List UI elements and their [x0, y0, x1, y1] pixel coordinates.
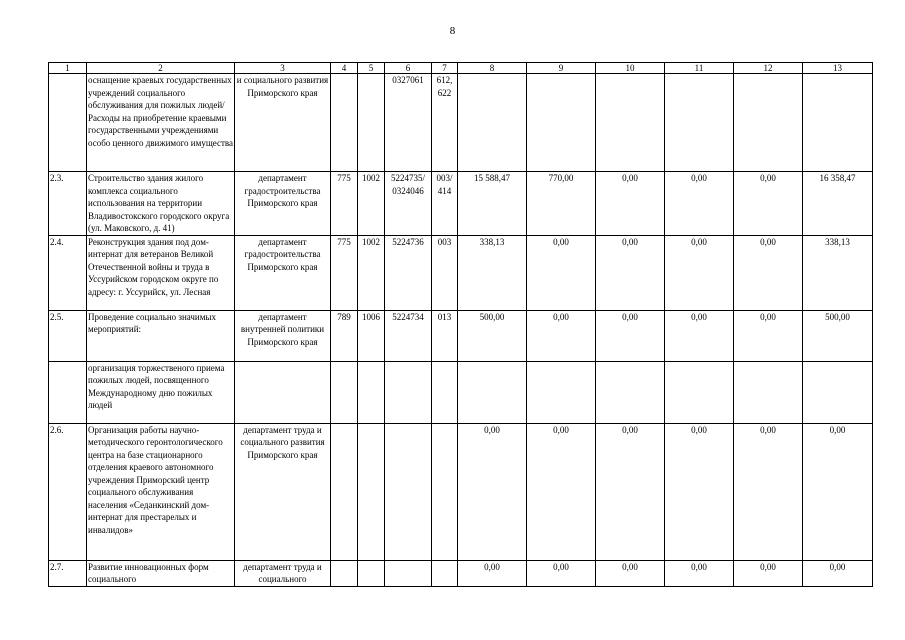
column-header: 7 [432, 63, 458, 74]
cell-col11: 0,00 [665, 560, 734, 586]
cell-col12: 0,00 [734, 423, 803, 560]
table-row [49, 423, 873, 560]
cell-col10: 0,00 [596, 310, 665, 361]
cell-col4 [331, 423, 358, 560]
cell-col11 [665, 361, 734, 423]
cell-col6 [385, 361, 432, 423]
item-name: организация торжественого приема пожилых людей, посвященного Международному дню пожилых людей [87, 361, 235, 423]
cell-col13: 500,00 [803, 310, 873, 361]
cell-col13 [803, 361, 873, 423]
cell-col10: 0,00 [596, 560, 665, 586]
cell-col4: 775 [331, 235, 358, 310]
cell-col13: 0,00 [803, 560, 873, 586]
cell-col6: 5224736 [385, 235, 432, 310]
cell-col13: 338,13 [803, 235, 873, 310]
item-executor: департамент внутренней политики Приморского края [235, 310, 331, 361]
cell-col12 [734, 74, 803, 172]
cell-col7: 003/ 414 [432, 172, 458, 236]
cell-col12: 0,00 [734, 560, 803, 586]
item-name: Строительство здания жилого комплекса социального использования на территории Владивостокского городского округа (ул. Маковского, д. 41) [87, 172, 235, 236]
program-table [48, 62, 873, 587]
item-executor [235, 361, 331, 423]
cell-col10: 0,00 [596, 172, 665, 236]
column-header: 11 [665, 63, 734, 74]
cell-col9: 0,00 [527, 560, 596, 586]
item-number: 2.7. [49, 560, 87, 586]
cell-col8: 15 588,47 [458, 172, 527, 236]
column-header: 10 [596, 63, 665, 74]
cell-col6: 5224735/ 0324046 [385, 172, 432, 236]
cell-col12: 0,00 [734, 235, 803, 310]
cell-col11: 0,00 [665, 235, 734, 310]
table-row [49, 310, 873, 361]
cell-col7 [432, 423, 458, 560]
cell-col5 [358, 423, 385, 560]
item-executor: департамент градостроительства Приморского края [235, 172, 331, 236]
item-number: 2.3. [49, 172, 87, 236]
cell-col4: 775 [331, 172, 358, 236]
item-executor: и социального развития Приморского края [235, 74, 331, 172]
column-header: 12 [734, 63, 803, 74]
item-executor: департамент градостроительства Приморского края [235, 235, 331, 310]
cell-col13 [803, 74, 873, 172]
cell-col6: 0327061 [385, 74, 432, 172]
cell-col10: 0,00 [596, 235, 665, 310]
cell-col12: 0,00 [734, 172, 803, 236]
item-number: 2.4. [49, 235, 87, 310]
cell-col13: 16 358,47 [803, 172, 873, 236]
page-number: 8 [449, 25, 456, 37]
cell-col9: 0,00 [527, 235, 596, 310]
cell-col11: 0,00 [665, 172, 734, 236]
cell-col12 [734, 361, 803, 423]
column-header: 5 [358, 63, 385, 74]
item-number [49, 361, 87, 423]
cell-col5: 1002 [358, 172, 385, 236]
column-header: 6 [385, 63, 432, 74]
item-executor: департамент труда и социального развития Приморского края [235, 423, 331, 560]
cell-col6 [385, 423, 432, 560]
column-header: 1 [49, 63, 87, 74]
column-header: 8 [458, 63, 527, 74]
item-name: Проведение социально значимых мероприятий: [87, 310, 235, 361]
item-name: Реконструкция здания под дом-интернат для ветеранов Великой Отечественной войны и труда в Уссурийском городском округе по адресу: г. Уссурийск, ул. Лесная [87, 235, 235, 310]
cell-col9: 770,00 [527, 172, 596, 236]
cell-col5: 1002 [358, 235, 385, 310]
column-header: 2 [87, 63, 235, 74]
column-header: 13 [803, 63, 873, 74]
item-name: Развитие инновационных форм социального [87, 560, 235, 586]
cell-col11 [665, 74, 734, 172]
cell-col9: 0,00 [527, 310, 596, 361]
cell-col9 [527, 361, 596, 423]
cell-col8 [458, 361, 527, 423]
cell-col4 [331, 361, 358, 423]
column-header: 3 [235, 63, 331, 74]
table-row [49, 74, 873, 172]
cell-col5: 1006 [358, 310, 385, 361]
cell-col7: 003 [432, 235, 458, 310]
cell-col7: 612, 622 [432, 74, 458, 172]
cell-col12: 0,00 [734, 310, 803, 361]
item-executor: департамент труда и социального [235, 560, 331, 586]
table-row [49, 560, 873, 586]
cell-col7: 013 [432, 310, 458, 361]
cell-col8: 500,00 [458, 310, 527, 361]
cell-col8: 0,00 [458, 423, 527, 560]
cell-col13: 0,00 [803, 423, 873, 560]
cell-col6 [385, 560, 432, 586]
item-number: 2.5. [49, 310, 87, 361]
column-number-row [49, 63, 873, 74]
cell-col8: 0,00 [458, 560, 527, 586]
cell-col9: 0,00 [527, 423, 596, 560]
cell-col4 [331, 74, 358, 172]
item-name: оснащение краевых государственных учреждений социального обслуживания для пожилых людей/Расходы на приобретение краевыми государственными учреждениями особо ценного движимого имущества [87, 74, 235, 172]
cell-col4: 789 [331, 310, 358, 361]
cell-col5 [358, 74, 385, 172]
cell-col10: 0,00 [596, 423, 665, 560]
cell-col11: 0,00 [665, 423, 734, 560]
cell-col8 [458, 74, 527, 172]
table-row [49, 172, 873, 236]
table-row [49, 235, 873, 310]
cell-col10 [596, 361, 665, 423]
item-number: 2.6. [49, 423, 87, 560]
cell-col7 [432, 361, 458, 423]
item-number [49, 74, 87, 172]
cell-col5 [358, 560, 385, 586]
item-name: Организация работы научно-методического геронтологического центра на базе стационарного отделения краевого автономного учреждения Приморский центр социального обслуживания населения «Седанкинский дом-интернат для престарелых и инвалидов» [87, 423, 235, 560]
cell-col7 [432, 560, 458, 586]
cell-col10 [596, 74, 665, 172]
table-row [49, 361, 873, 423]
cell-col8: 338,13 [458, 235, 527, 310]
column-header: 9 [527, 63, 596, 74]
cell-col5 [358, 361, 385, 423]
cell-col6: 5224734 [385, 310, 432, 361]
cell-col11: 0,00 [665, 310, 734, 361]
column-header: 4 [331, 63, 358, 74]
cell-col9 [527, 74, 596, 172]
cell-col4 [331, 560, 358, 586]
